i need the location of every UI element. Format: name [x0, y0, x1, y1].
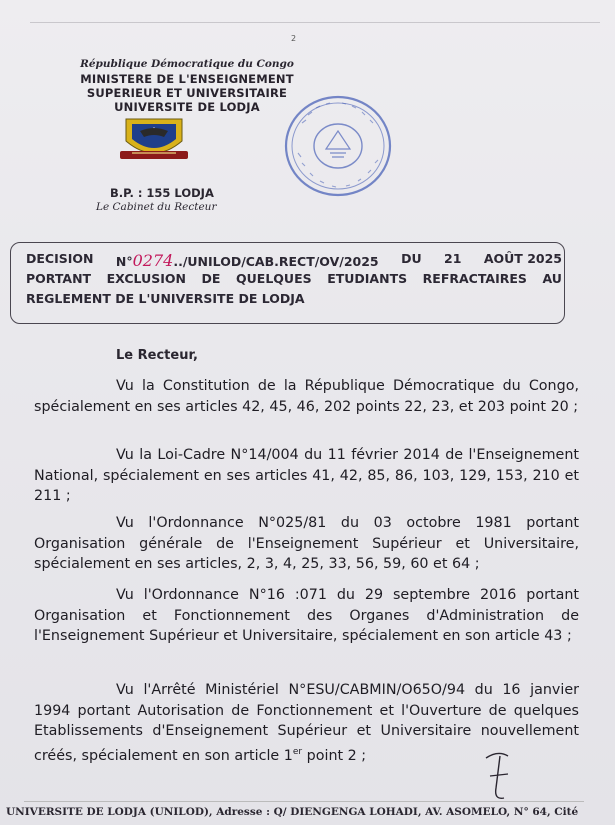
decision-row2-word: EXCLUSION [106, 271, 186, 286]
footer-divider [24, 801, 584, 802]
pen-flourish-icon [478, 748, 518, 806]
decision-row2-word: QUELQUES [236, 271, 312, 286]
paragraph-text: Vu l'Arrêté Ministériel N°ESU/CABMIN/O65O/94 du 16 janvier 1994 portant Autorisation de Fonctionnement et l'Ouverture de quelques Etablissements d'Enseignement Supérieur et Universitaire nouvellement créés, spécialement en son article 1 [34, 682, 579, 764]
postal-box: B.P. : 155 LODJA [110, 186, 214, 200]
salutation: Le Recteur, [116, 348, 198, 363]
paragraph-text: Vu l'Ordonnance N°025/81 du 03 octobre 1981 portant Organisation générale de l'Enseignement Supérieur et Universitaire, spécialement en ses articles, 2, 3, 4, 25, 33, 56, 59, 60 et 64 ; [34, 515, 579, 572]
ministry-line-1: MINISTERE DE L'ENSEIGNEMENT [80, 72, 294, 86]
decision-reference-group [116, 251, 379, 271]
decision-date-group [484, 251, 562, 271]
republic-name: République Démocratique du Congo [80, 58, 294, 70]
decision-row3: REGLEMENT DE L'UNIVERSITE DE LODJA [26, 291, 305, 306]
letterhead [62, 58, 312, 114]
decision-reference: ../UNILOD/CAB.RECT/OV/2025 [173, 254, 379, 269]
decision-prefix: DECISION [26, 251, 94, 266]
handwritten-decision-number: 0274 [132, 251, 174, 270]
paragraph-loi-cadre [34, 445, 579, 507]
decision-row2-word: PORTANT [26, 271, 92, 286]
page-number: 2 [291, 34, 297, 43]
ministry-line-2: SUPERIEUR ET UNIVERSITAIRE [86, 86, 288, 100]
paragraph-ordonnance-2016 [34, 585, 579, 647]
paragraph-text: Vu l'Ordonnance N°16 :071 du 29 septembre 2016 portant Organisation et Fonctionnement des Organes d'Administration de l'Enseignement Supérieur et Universitaire, spécialement en son article 43 ; [34, 587, 579, 644]
university-name: UNIVERSITE DE LODJA [114, 100, 260, 114]
decision-no-label: N° [115, 254, 133, 269]
decision-title [26, 251, 562, 311]
paragraph-ordonnance-1981 [34, 513, 579, 575]
decision-row2-word: REFRACTAIRES [422, 271, 527, 286]
rectorat-round-stamp-icon [282, 93, 394, 199]
university-coat-of-arms-icon [118, 115, 190, 165]
top-edge-line [30, 22, 600, 23]
superscript-er: er [292, 746, 303, 757]
paragraph-constitution [34, 376, 579, 417]
decision-day: 21 [444, 251, 462, 266]
decision-year: 2025 [527, 251, 562, 266]
decision-row2-word: DE [201, 271, 221, 286]
paragraph-text: Vu la Constitution de la République Démocratique du Congo, spécialement en ses articles 42, 45, 46, 202 points 22, 23, et 203 point 20 ; [34, 378, 579, 415]
footer-address: UNIVERSITE DE LODJA (UNILOD), Adresse : Q/ DIENGENGA LOHADI, AV. ASOMELO, N° 64, Cité [6, 806, 579, 818]
decision-du: DU [401, 251, 422, 266]
decision-row2-word: ETUDIANTS [327, 271, 408, 286]
cabinet-line: Le Cabinet du Recteur [96, 201, 217, 213]
paragraph-text-end: point 2 ; [302, 747, 367, 764]
decision-month: AOÛT [483, 251, 523, 266]
paragraph-text: Vu la Loi-Cadre N°14/004 du 11 février 2014 de l'Enseignement National, spécialement en ses articles 41, 42, 85, 86, 103, 129, 153, 210 et 211 ; [34, 447, 579, 504]
decision-row2-word: AU [542, 271, 562, 286]
